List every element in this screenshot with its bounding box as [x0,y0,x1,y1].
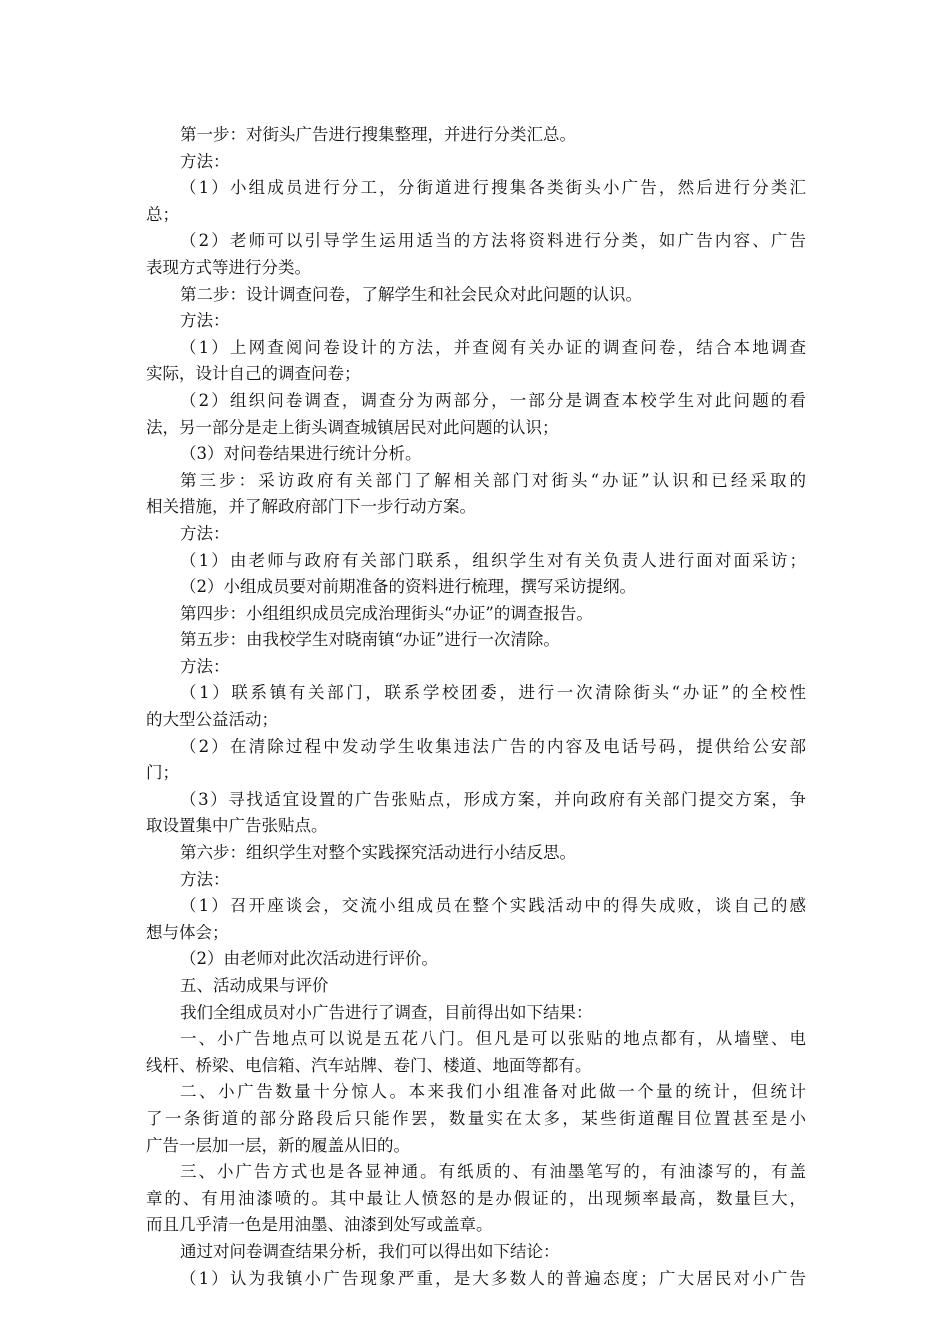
text-line: 通过对问卷调查结果分析，我们可以得出如下结论： [180,1241,560,1261]
text-line: （1）认为我镇小广告现象严重，是大多数人的普遍态度；广大居民对小广告 [180,1268,806,1288]
text-line: 我们全组成员对小广告进行了调查，目前得出如下结果： [180,1002,593,1022]
text-line: 第一步：对街头广告进行搜集整理，并进行分类汇总。 [180,125,576,144]
text-line: 第六步：组织学生对整个实践探究活动进行小结反思。 [180,843,576,863]
text-line: 相关措施，并了解政府部门下一步行动方案。 [146,497,476,517]
text-line: 方法： [180,869,230,889]
text-line: （1）由老师与政府有关部门联系，组织学生对有关负责人进行面对面采访； [180,550,806,570]
text-line: 方法： [180,311,230,331]
text-line: 的大型公益活动； [146,710,278,730]
text-line: 第二步：设计调查问卷，了解学生和社会民众对此问题的认识。 [180,284,642,304]
text-line: 方法： [180,523,230,543]
text-line: 一、小广告地点可以说是五花八门。但凡是可以张贴的地点都有，从墙壁、电 [180,1029,806,1049]
text-line: （2）由老师对此次活动进行评价。 [180,949,438,969]
text-line: 实际，设计自己的调查问卷； [146,364,361,384]
text-line: （1）上网查阅问卷设计的方法，并查阅有关办证的调查问卷，结合本地调查 [180,337,806,357]
text-line: 第五步：由我校学生对晓南镇“办证”进行一次清除。 [180,630,560,650]
text-line: 五、活动成果与评价 [180,976,329,995]
text-line: 法，另一部分是走上街头调查城镇居民对此问题的认识； [146,417,559,437]
text-line: 方法： [180,151,230,171]
text-line: 门； [146,763,179,783]
text-line: 章的、有用油漆喷的。其中最让人愤怒的是办假证的，出现频率最高，数量巨大， [146,1188,806,1208]
text-line: 第三步：采访政府有关部门了解相关部门对街头“办证”认识和已经采取的 [180,470,806,490]
text-line: （2）在清除过程中发动学生收集违法广告的内容及电话号码，提供给公安部 [180,736,806,756]
text-line: （2）小组成员要对前期准备的资料进行梳理，撰写采访提纲。 [180,577,636,597]
text-line: （1）联系镇有关部门，联系学校团委，进行一次清除街头“办证”的全校性 [180,683,806,703]
text-line: 了一条街道的部分路段后只能作罢，数量实在太多，某些街道醒目位置甚至是小 [146,1108,806,1128]
text-line: 第四步：小组组织成员完成治理街头“办证”的调查报告。 [180,603,593,623]
text-line: 而且几乎清一色是用油墨、油漆到处写或盖章。 [146,1215,493,1235]
text-line: （1）小组成员进行分工，分街道进行搜集各类街头小广告，然后进行分类汇 [180,178,806,198]
text-line: 广告一层加一层，新的履盖从旧的。 [146,1135,410,1155]
text-line: 总； [146,204,179,224]
text-line: 三、小广告方式也是各显神通。有纸质的、有油墨笔写的，有油漆写的，有盖 [180,1162,806,1182]
text-line: 取设置集中广告张贴点。 [146,816,328,836]
text-line: 表现方式等进行分类。 [146,257,311,277]
text-line: （3）寻找适宜设置的广告张贴点，形成方案，并向政府有关部门提交方案，争 [180,789,806,809]
text-line: （2）组织问卷调查，调查分为两部分，一部分是调查本校学生对此问题的看 [180,390,806,410]
text-line: 二、小广告数量十分惊人。本来我们小组准备对此做一个量的统计，但统计 [180,1082,806,1102]
text-line: 线杆、桥梁、电信箱、汽车站牌、卷门、楼道、地面等都有。 [146,1055,592,1075]
text-line: （2）老师可以引导学生运用适当的方法将资料进行分类，如广告内容、广告 [180,231,806,251]
text-line: 想与体会； [146,922,229,942]
text-line: （1）召开座谈会，交流小组成员在整个实践活动中的得失成败，谈自己的感 [180,896,806,916]
text-line: （3）对问卷结果进行统计分析。 [180,444,422,464]
document-body [146,122,806,1292]
text-line: 方法： [180,656,230,676]
